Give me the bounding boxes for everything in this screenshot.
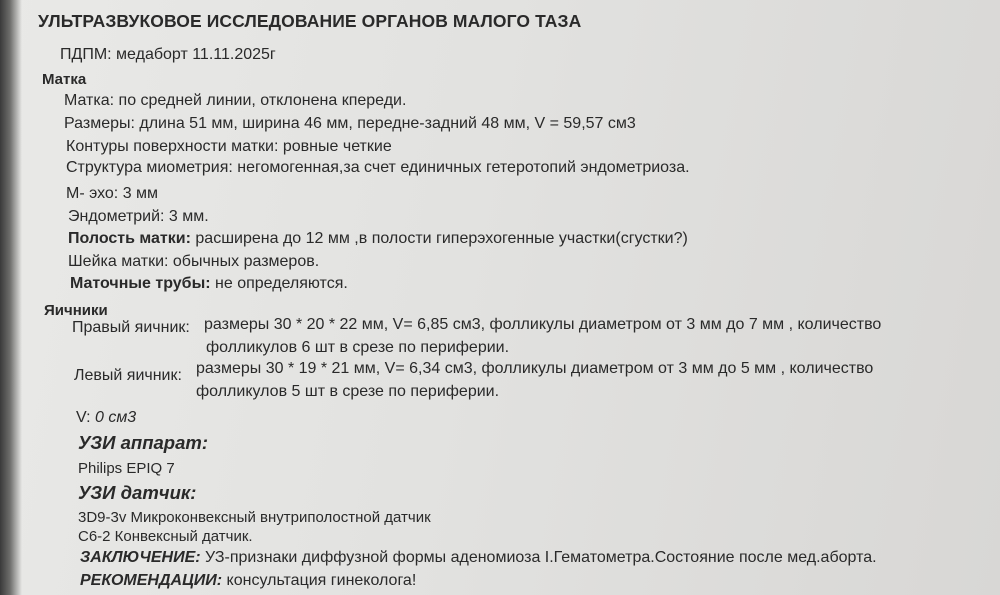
device-value: Philips EPIQ 7 (78, 460, 175, 477)
uterus-contours: Контуры поверхности матки: ровные четкие (66, 138, 392, 155)
volume-label: V: (76, 409, 91, 426)
left-ovary-line2: фолликулов 5 шт в срезе по периферии. (196, 383, 500, 400)
conclusion (80, 549, 877, 567)
uterine-cavity-label: Полость матки: (68, 230, 191, 247)
recommendations (80, 572, 416, 590)
pdpm-line: ПДПМ: медаборт 11.11.2025г (60, 46, 276, 63)
report-title: УЛЬТРАЗВУКОВОЕ ИССЛЕДОВАНИЕ ОРГАНОВ МАЛОГО ТАЗА (38, 11, 582, 31)
volume-line (76, 409, 136, 427)
left-ovary-line1: размеры 30 * 19 * 21 мм, V= 6,34 см3, фолликулы диаметром от 3 мм до 5 мм , количество (196, 360, 874, 377)
ovaries-heading: Яичники (44, 302, 108, 319)
endometrium: Эндометрий: 3 мм. (68, 208, 209, 225)
uterine-cavity-value: расширена до 12 мм ,в полости гиперэхогенные участки(сгустки?) (195, 230, 688, 247)
recommendations-value: консультация гинеколога! (226, 572, 417, 589)
probe-heading: УЗИ датчик: (78, 482, 197, 503)
conclusion-label: ЗАКЛЮЧЕНИЕ: (80, 549, 201, 566)
m-echo: М- эхо: 3 мм (66, 185, 159, 202)
right-ovary-label: Правый яичник: (72, 319, 190, 336)
device-heading: УЗИ аппарат: (78, 432, 208, 453)
left-ovary-label: Левый яичник: (74, 367, 182, 384)
conclusion-value: УЗ-признаки диффузной формы аденомиоза I.Гематометра.Состояние после мед.аборта. (205, 549, 877, 566)
recommendations-label: РЕКОМЕНДАЦИИ: (80, 572, 223, 589)
right-ovary-line1: размеры 30 * 20 * 22 мм, V= 6,85 см3, фолликулы диаметром от 3 мм до 7 мм , количество (204, 316, 882, 333)
fallopian-tubes (70, 275, 348, 293)
volume-value: 0 см3 (94, 409, 137, 426)
cervix: Шейка матки: обычных размеров. (68, 253, 320, 270)
uterus-position: Матка: по средней линии, отклонена кпереди. (64, 92, 407, 109)
myometrium-structure: Структура миометрия: негомогенная,за счет единичных гетеротопий эндометриоза. (66, 159, 690, 176)
probe-line2: C6-2 Конвексный датчик. (78, 528, 253, 545)
right-ovary-line2: фолликулов 6 шт в срезе по периферии. (206, 339, 510, 356)
fallopian-tubes-label: Маточные трубы: (70, 275, 211, 292)
uterine-cavity (68, 230, 688, 248)
probe-line1: 3D9-3v Микроконвексный внутриполостной датчик (78, 509, 431, 526)
fallopian-tubes-value: не определяются. (215, 275, 348, 292)
uterus-sizes: Размеры: длина 51 мм, ширина 46 мм, передне-задний 48 мм, V = 59,57 см3 (64, 115, 636, 132)
uterus-heading: Матка (42, 71, 87, 88)
